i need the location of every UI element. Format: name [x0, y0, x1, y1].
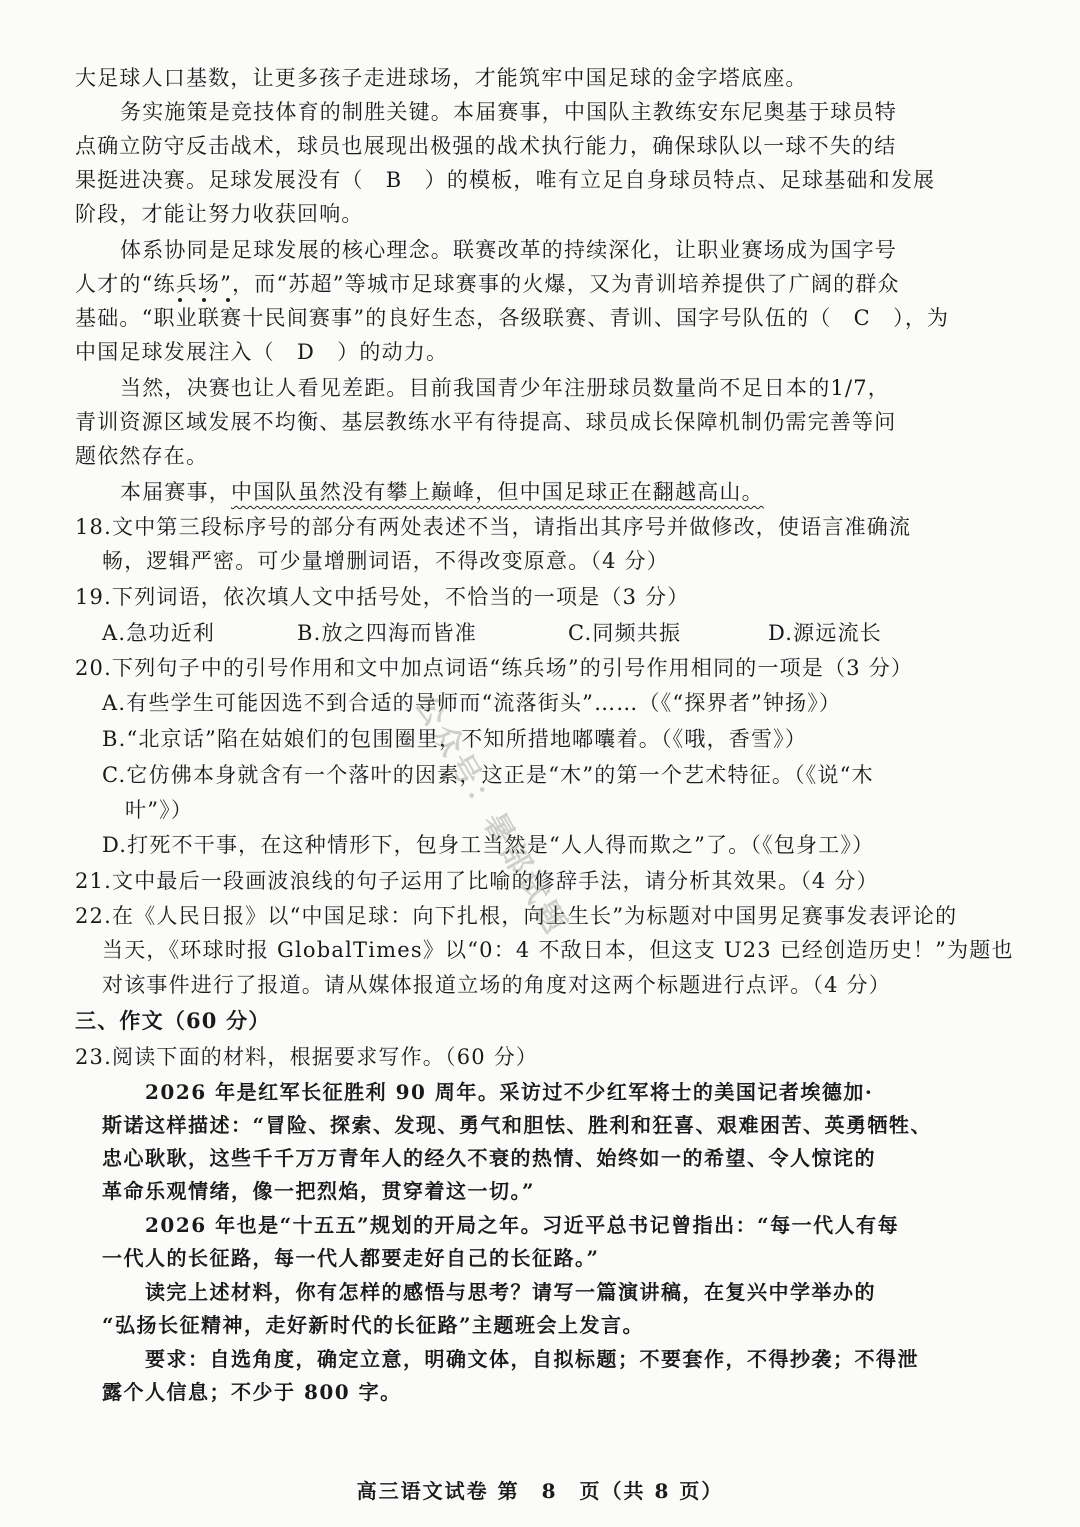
- essay-requirements-line-1: 要求：自选角度，确定立意，明确文体，自拟标题；不要套作，不得抄袭；不得泄: [145, 1347, 919, 1371]
- question-22-line-3: 对该事件进行了报道。请从媒体报道立场的角度对这两个标题进行点评。（4 分）: [102, 973, 891, 997]
- question-18-line-2: 畅，逻辑严密。可少量增删词语，不得改变原意。（4 分）: [102, 549, 669, 573]
- q20-option-d: D.打死不干事，在这种情形下，包身工当然是“人人得而欺之”了。（《包身工》）: [102, 833, 875, 857]
- passage-line-11: 青训资源区域发展不均衡、基层教练水平有待提高、球员成长保障机制仍需完善等问: [75, 410, 897, 434]
- page-footer: 高三语文试卷 第 8 页（共 8 页）: [356, 1479, 724, 1503]
- question-19: 19.下列词语，依次填人文中括号处，不恰当的一项是（3 分）: [75, 585, 690, 609]
- material-1-line-1: 2026 年是红军长征胜利 90 周年。采访过不少红军将士的美国记者埃德加·: [145, 1080, 874, 1104]
- material-1-line-2: 斯诺这样描述：“冒险、探索、发现、勇气和胆怯、胜利和狂喜、艰难困苦、英勇牺牲、: [102, 1113, 933, 1137]
- q19-option-c: C.同频共振: [568, 621, 682, 645]
- material-2-line-2: 一代人的长征路，每一代人都要走好自己的长征路。”: [102, 1246, 600, 1270]
- passage-line-3: 点确立防守反击战术，球员也展现出极强的战术执行能力，确保球队以一球不失的结: [75, 134, 897, 158]
- watermark: 公众号：暑部试题: [407, 689, 575, 943]
- material-1-line-4: 革命乐观情绪，像一把烈焰，贯穿着这一切。”: [102, 1179, 536, 1203]
- question-18-line-1: 18.文中第三段标序号的部分有两处表述不当，请指出其序号并做修改，使语言准确流: [75, 515, 912, 539]
- passage-line-2: 务实施策是竞技体育的制胜关键。本届赛事，中国队主教练安东尼奥基于球员特: [120, 100, 897, 124]
- wavy-underlined-sentence: 中国队虽然没有攀上巅峰，但中国足球正在翻越高山。: [231, 480, 764, 504]
- material-1-line-3: 忠心耿耿，这些千千万万青年人的经久不衰的热情、始终如一的希望、令人惊诧的: [102, 1146, 876, 1170]
- passage-line-4: 果挺进决赛。足球发展没有（ B ）的模板，唯有立足自身球员特点、足球基础和发展: [75, 168, 936, 192]
- essay-section-title: 三、作文（60 分）: [75, 1008, 271, 1033]
- q19-option-b: B.放之四海而皆准: [297, 621, 477, 645]
- q20-option-a: A.有些学生可能因选不到合适的导师而“流落街头”……（《“探界者”钟扬》）: [102, 691, 842, 715]
- question-21: 21.文中最后一段画波浪线的句子运用了比喻的修辞手法，请分析其效果。（4 分）: [75, 869, 879, 893]
- essay-task-line-1: 读完上述材料，你有怎样的感悟与思考？请写一篇演讲稿，在复兴中学举办的: [145, 1280, 876, 1304]
- essay-requirements-line-2: 露个人信息；不少于 800 字。: [102, 1380, 402, 1404]
- last-line-prefix: 本届赛事，: [120, 480, 231, 504]
- passage-line-10: 当然，决赛也让人看见差距。目前我国青少年注册球员数量尚不足日本的1/7，: [120, 376, 890, 400]
- q20-option-c-line-2: 叶”》）: [125, 798, 194, 822]
- question-20: 20.下列句子中的引号作用和文中加点词语“练兵场”的引号作用相同的一项是（3 分）: [75, 656, 914, 680]
- q19-option-a: A.急功近利: [102, 621, 216, 645]
- essay-task-line-2: “弘扬长征精神，走好新时代的长征路”主题班会上发言。: [102, 1313, 645, 1337]
- material-2-line-1: 2026 年也是“十五五”规划的开局之年。习近平总书记曾指出：“每一代人有每: [145, 1213, 900, 1237]
- passage-line-9: 中国足球发展注入（ D ）的动力。: [75, 340, 449, 364]
- q20-option-b: B.“北京话”陷在姑娘们的包围圈里，不知所措地嘟囔着。（《哦，香雪》）: [102, 727, 808, 751]
- passage-last-line: [120, 475, 764, 509]
- passage-line-6: 体系协同是足球发展的核心理念。联赛改革的持续深化，让职业赛场成为国字号: [120, 238, 897, 262]
- q20-option-c-line-1: C.它仿佛本身就含有一个落叶的因素，这正是“木”的第一个艺术特征。（《说“木: [102, 763, 874, 787]
- passage-line-7: 人才的“练兵场”，而“苏超”等城市足球赛事的火爆，又为青训培养提供了广阔的群众: [75, 272, 900, 296]
- question-22-line-2: 当天，《环球时报 GlobalTimes》以“0：4 不敌日本，但这支 U23 已经创造历史！”为题也: [102, 938, 1014, 962]
- passage-line-8: 基础。“职业联赛十民间赛事”的良好生态，各级联赛、青训、国字号队伍的（ C ），为: [75, 306, 950, 330]
- passage-line-12: 题依然存在。: [75, 444, 209, 468]
- q19-option-d: D.源远流长: [768, 621, 882, 645]
- passage-line-1: 大足球人口基数，让更多孩子走进球场，才能筑牢中国足球的金字塔底座。: [75, 66, 808, 90]
- question-22-line-1: 22.在《人民日报》以“中国足球：向下扎根，向上生长”为标题对中国男足赛事发表评论的: [75, 904, 958, 928]
- question-23: 23.阅读下面的材料，根据要求写作。（60 分）: [75, 1045, 539, 1069]
- passage-line-5: 阶段，才能让努力收获回响。: [75, 202, 364, 226]
